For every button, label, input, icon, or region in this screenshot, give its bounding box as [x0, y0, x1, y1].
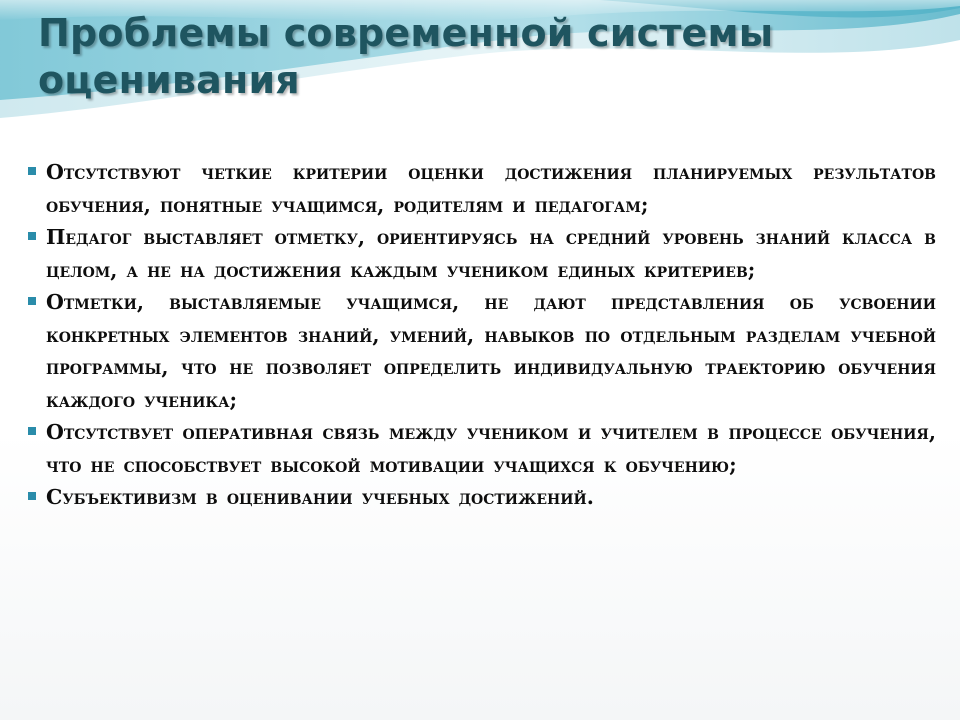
bullet-item-subjectivism: [28, 481, 936, 514]
bullet-item-criteria: [28, 156, 936, 221]
slide-title: Проблемы современной системы оценивания: [38, 11, 774, 102]
square-bullet-icon: [28, 167, 36, 175]
bullet-text: Педагог выставляет отметку, ориентируясь на средний уровень знаний класса в целом, а не на достижения каждым учеником единых критериев;: [46, 225, 936, 282]
square-bullet-icon: [28, 232, 36, 240]
bullet-item-average-level: [28, 221, 936, 286]
bullet-item-feedback: [28, 416, 936, 481]
bullet-text: Отсутствуют четкие критерии оценки достижения планируемых результатов обучения, понятные учащимся, родителям и педагогам;: [46, 160, 936, 217]
bullet-list: [28, 156, 936, 514]
square-bullet-icon: [28, 427, 36, 435]
bullet-item-marks: [28, 286, 936, 416]
square-bullet-icon: [28, 492, 36, 500]
bullet-text: Отсутствует оперативная связь между учеником и учителем в процессе обучения, что не способствует высокой мотивации учащихся к обучению;: [46, 420, 936, 477]
square-bullet-icon: [28, 297, 36, 305]
bullet-text: Субъективизм в оценивании учебных достижений.: [46, 485, 594, 509]
bullet-text: Отметки, выставляемые учащимся, не дают представления об усвоении конкретных элементов знаний, умений, навыков по отдельным разделам учебной программы, что не позволяет определить индивидуальную траекторию обучения каждого ученика;: [46, 290, 936, 412]
